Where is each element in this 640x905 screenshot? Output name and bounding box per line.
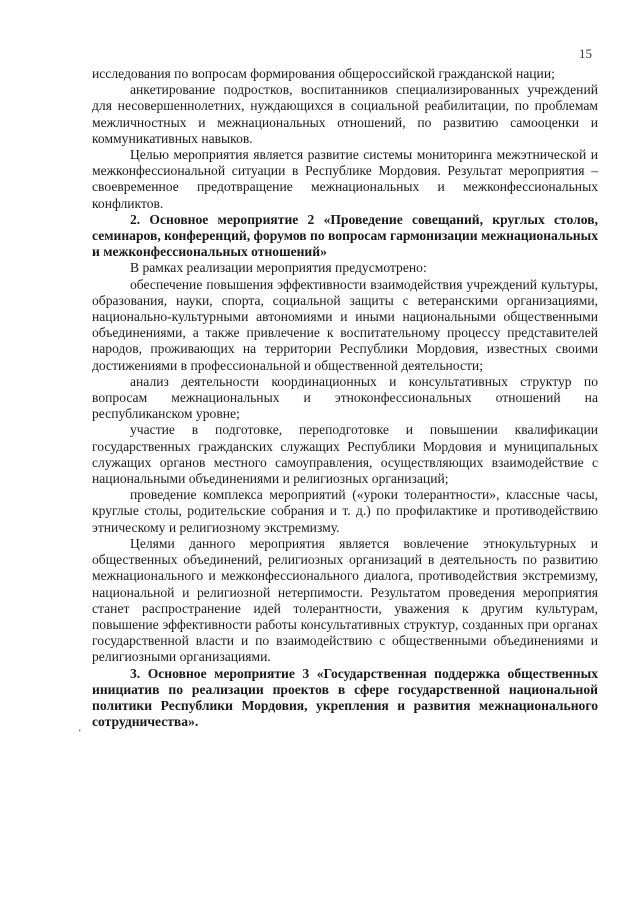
paragraph: анкетирование подростков, воспитанников специализированных учреждений для несовершеннолетних, нуждающихся в социальной реабилитации, по проблемам межличностных и межнациональных отношений, по развитию самооценки и коммуникативных навыков. — [92, 82, 598, 146]
paragraph: участие в подготовке, переподготовке и повышении квалификации государственных гражданских служащих Республики Мордовия и муниципальных служащих органов местного самоуправления, осуществляющих взаимодействие с национальными объединениями и религиозных организаций; — [92, 422, 598, 487]
paragraph: исследования по вопросам формирования общероссийской гражданской нации; — [92, 66, 555, 81]
document-body — [92, 66, 598, 730]
paragraph: проведение комплекса мероприятий («уроки толерантности», классные часы, круглые столы, родительские собрания и т. д.) по профилактике и противодействию этническому и религиозному экстремизму. — [92, 487, 598, 535]
page-number: 15 — [579, 46, 592, 61]
section-heading: 2. Основное мероприятие 2 «Проведение совещаний, круглых столов, семинаров, конференций, форумов по вопросам гармонизации межнациональных и межконфессиональных отношений» — [92, 211, 599, 260]
margin-mark: ʻ — [78, 727, 82, 739]
paragraph: обеспечение повышения эффективности взаимодействия учреждений культуры, образования, науки, спорта, социальной защиты с ветеранскими организациями, национально-культурными автономиями и иными национальными общественными объединениями, а также привлечение к воспитательному процессу представителей народов, проживающих на территории Республики Мордовия, известных своими достижениями в профессиональной и общественной деятельности; — [92, 276, 598, 373]
paragraph: Целями данного мероприятия является вовлечение этнокультурных и общественных объединений, религиозных организаций в деятельность по развитию межнационального и межконфессионального диалога, противодействия экстремизму, национальной и религиозной нетерпимости. Результатом проведения мероприятия станет распространение идей толерантности, уважения к другим культурам, повышение эффективности работы консультативных структур, созданных при органах государственной власти и по взаимодействию с общественными объединениями и религиозными организациями. — [92, 535, 598, 665]
paragraph: Целью мероприятия является развитие системы мониторинга межэтнической и межконфессиональной ситуации в Республике Мордовия. Результат мероприятия – своевременное предотвращение межнациональных и межконфессиональных конфликтов. — [92, 147, 598, 211]
section-heading: 3. Основное мероприятие 3 «Государственная поддержка общественных инициатив по реализации проектов в сфере государственной национальной политики Республики Мордовия, укрепления и развития межнационального сотрудничества». — [92, 665, 598, 730]
paragraph: анализ деятельности координационных и консультативных структур по вопросам межнациональных и этноконфессиональных отношений на республиканском уровне; — [92, 373, 598, 422]
paragraph: В рамках реализации мероприятия предусмотрено: — [130, 260, 427, 276]
